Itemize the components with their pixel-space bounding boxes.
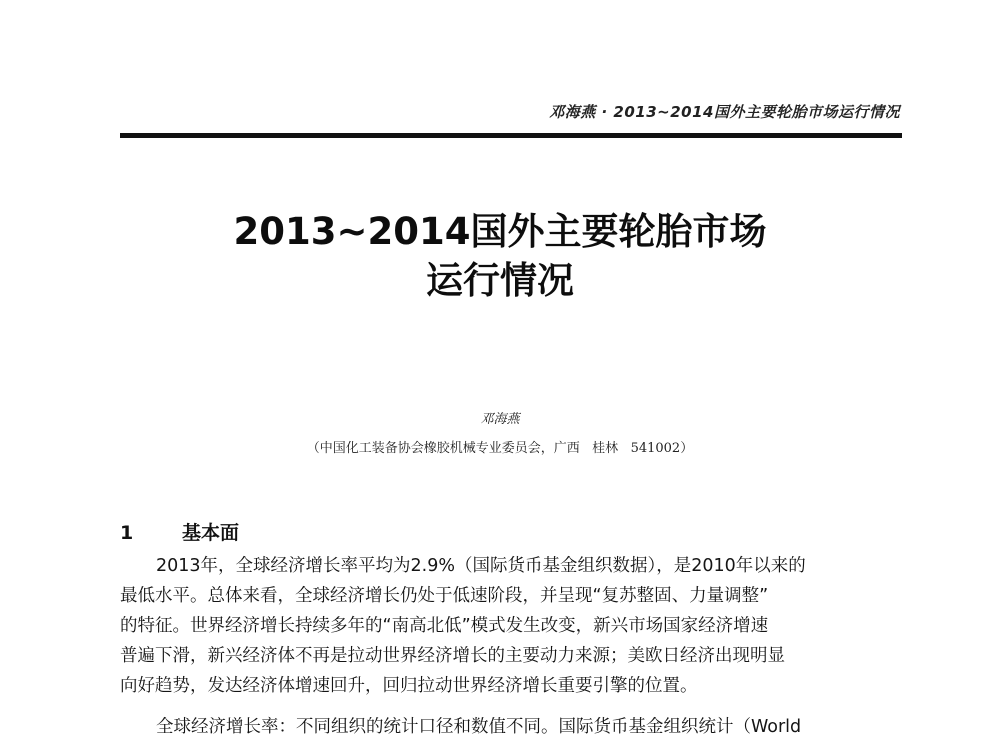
title-line-1: 2013~2014国外主要轮胎市场 [233, 210, 767, 253]
paragraph-line: 向好趋势，发达经济体增速回升，回归拉动世界经济增长重要引擎的位置。 [120, 676, 698, 696]
header-rule [120, 133, 902, 138]
running-header: 邓海燕 · 2013~2014国外主要轮胎市场运行情况 [549, 103, 900, 121]
section-heading [120, 518, 239, 545]
paragraph-line: 最低水平。总体来看，全球经济增长仍处于低速阶段，并呈现“复苏整固、力量调整” [120, 586, 769, 606]
paragraph-line: 的特征。世界经济增长持续多年的“南高北低”模式发生改变，新兴市场国家经济增速 [120, 616, 769, 636]
paragraph-line: 全球经济增长率：不同组织的统计口径和数值不同。国际货币基金组织统计（World [156, 717, 802, 737]
article-title [0, 207, 1000, 305]
author-name: 邓海燕 [480, 412, 520, 427]
author-affiliation: （中国化工装备协会橡胶机械专业委员会，广西 桂林 541002） [306, 441, 694, 456]
paragraph-line: 普遍下滑，新兴经济体不再是拉动世界经济增长的主要动力来源；美欧日经济出现明显 [120, 646, 785, 666]
title-line-2: 运行情况 [426, 259, 574, 302]
paragraph-line: 2013年，全球经济增长率平均为2.9%（国际货币基金组织数据），是2010年以来的 [156, 556, 806, 576]
section-number: 1 [120, 522, 134, 544]
section-title: 基本面 [182, 522, 240, 544]
